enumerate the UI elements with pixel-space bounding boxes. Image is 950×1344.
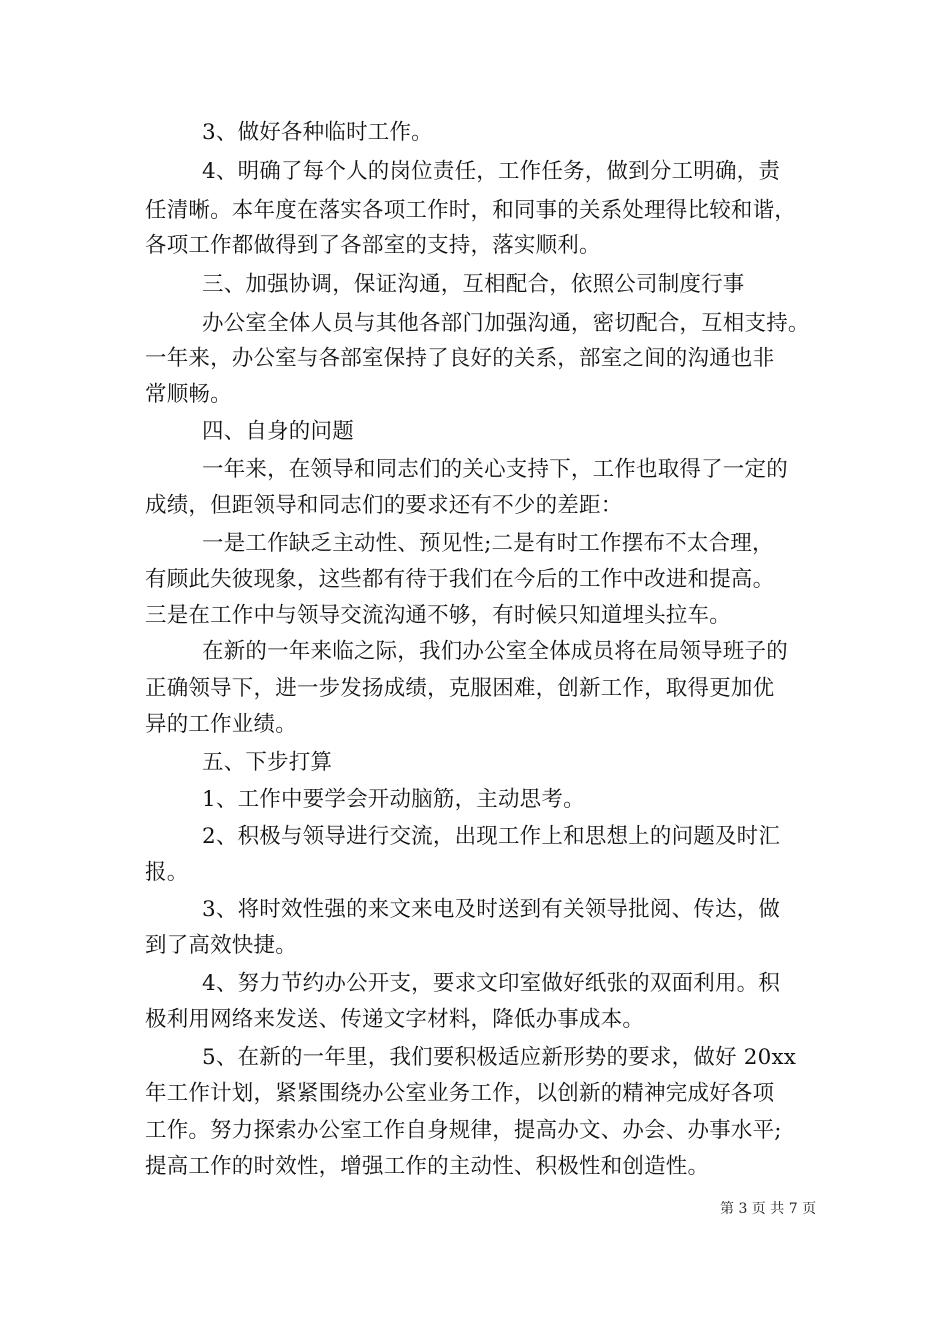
text-line: 各项工作都做得到了各部室的支持，落实顺利。 [145,233,601,258]
text-line: 到了高效快捷。 [145,933,297,958]
text-line: 一年来，在领导和同志们的关心支持下，工作也取得了一定的 [202,457,788,482]
text-line: 5、在新的一年里，我们要积极适应新形势的要求，做好 20xx [202,1045,797,1070]
section-heading: 四、自身的问题 [202,419,354,444]
text-line: 1、工作中要学会开动脑筋，主动思考。 [202,787,585,812]
text-line: 办公室全体人员与其他各部门加强沟通，密切配合，互相支持。 [202,311,810,336]
text-line: 常顺畅。 [145,382,232,407]
section-heading: 三、加强协调，保证沟通，互相配合，依照公司制度行事 [202,272,745,297]
text-line: 三是在工作中与领导交流沟通不够，有时候只知道埋头拉车。 [145,603,731,628]
text-line: 4、努力节约办公开支，要求文印室做好纸张的双面利用。积 [202,971,781,996]
text-line: 工作。努力探索办公室工作自身规律，提高办文、办会、办事水平; [145,1118,782,1143]
text-line: 提高工作的时效性，增强工作的主动性、积极性和创造性。 [145,1154,710,1179]
text-line: 一年来，办公室与各部室保持了良好的关系，部室之间的沟通也非 [145,346,775,371]
text-line: 极利用网络来发送、传递文字材料，降低办事成本。 [145,1007,645,1032]
text-line: 年工作计划，紧紧围绕办公室业务工作，以创新的精神完成好各项 [145,1081,775,1106]
text-line: 任清晰。本年度在落实各项工作时，和同事的关系处理得比较和谐， [145,198,797,223]
text-line: 在新的一年来临之际，我们办公室全体成员将在局领导班子的 [202,639,788,664]
text-line: 成绩，但距领导和同志们的要求还有不少的差距： [145,493,623,518]
text-line: 3、做好各种临时工作。 [202,120,433,145]
text-line: 异的工作业绩。 [145,712,297,737]
text-line: 2、积极与领导进行交流，出现工作上和思想上的问题及时汇 [202,824,781,849]
text-line: 有顾此失彼现象，这些都有待于我们在今后的工作中改进和提高。 [145,567,775,592]
text-line: 正确领导下，进一步发扬成绩，克服困难，创新工作，取得更加优 [145,676,775,701]
text-line: 3、将时效性强的来文来电及时送到有关领导批阅、传达，做 [202,897,781,922]
page-number: 第 3 页 共 7 页 [720,1201,817,1217]
text-line: 4、明确了每个人的岗位责任，工作任务，做到分工明确，责 [202,159,781,184]
section-heading: 五、下步打算 [202,750,333,775]
text-line: 报。 [145,860,189,885]
text-line: 一是工作缺乏主动性、预见性;二是有时工作摆布不太合理， [202,531,774,556]
